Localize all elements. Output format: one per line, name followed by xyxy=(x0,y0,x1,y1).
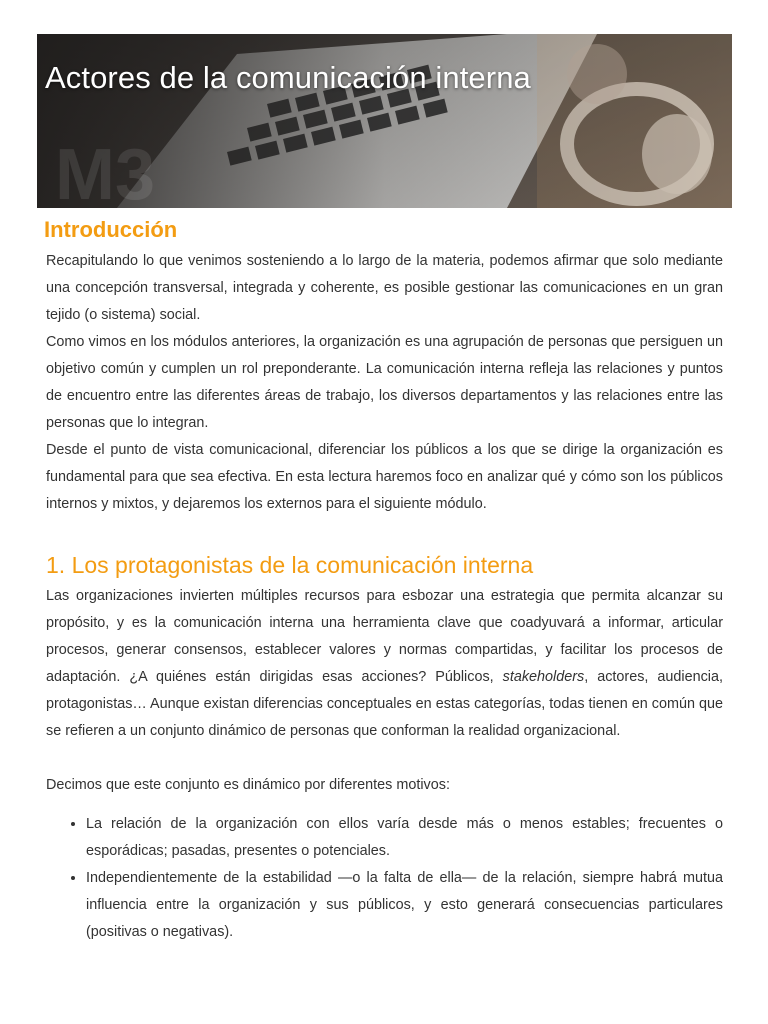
section-1-heading: 1. Los protagonistas de la comunicación interna xyxy=(46,552,534,578)
intro-heading: Introducción xyxy=(44,217,178,242)
section-1-text-after: , actores, audiencia, protagonistas… Aunque existan diferencias conceptuales en estas categorías, todas tienen en común que se refieren a un conjunto dinámico de personas que conforman la realidad organizacional. xyxy=(46,669,723,739)
section-1-paragraph-1 xyxy=(46,583,723,745)
dynamic-reasons-list xyxy=(46,811,723,946)
section-1-text-before: Las organizaciones invierten múltiples recursos para esbozar una estrategia que permita alcanzar su propósito, y es la comunicación interna una herramienta clave que coadyuvará a informar, articular procesos, generar consensos, establecer valores y normas compartidas, y facilitar los procesos de adaptación. ¿A quiénes están dirigidas esas acciones? Públicos, xyxy=(46,588,723,685)
intro-paragraph-3: Desde el punto de vista comunicacional, diferenciar los públicos a los que se dirige la organización es fundamental para que sea efectiva. En esta lectura haremos foco en analizar qué y cómo son los públicos internos y mixtos, y dejaremos los externos para el siguiente módulo. xyxy=(46,442,723,512)
module-watermark: M3 xyxy=(55,135,156,208)
list-item: • Independientemente de la estabilidad —o la falta de ella— de la relación, siempre habrá mutua influencia entre la organización y sus públicos, y esto generará consecuencias particulares (positivas o negativas). xyxy=(86,865,723,946)
article-body xyxy=(46,212,723,946)
intro-paragraph-1: Recapitulando lo que venimos sosteniendo a lo largo de la materia, podemos afirmar que solo mediante una concepción transversal, integrada y coherente, es posible gestionar las comunicaciones en un gran tejido (o sistema) social. xyxy=(46,253,723,323)
stakeholders-emphasis: stakeholders xyxy=(502,669,585,685)
intro-paragraph-2: Como vimos en los módulos anteriores, la organización es una agrupación de personas que persiguen un objetivo común y cumplen un rol preponderante. La comunicación interna refleja las relaciones y puntos de encuentro entre las diferentes áreas de trabajo, los diversos departamentos y las relaciones entre las personas que lo integran. xyxy=(46,334,723,431)
section-1-paragraph-2: Decimos que este conjunto es dinámico por diferentes motivos: xyxy=(46,777,450,793)
list-item: • La relación de la organización con ellos varía desde más o menos estables; frecuentes o esporádicas; pasadas, presentes o potenciales. xyxy=(86,811,723,865)
page-title: Actores de la comunicación interna xyxy=(45,60,531,95)
header-banner xyxy=(37,34,732,208)
